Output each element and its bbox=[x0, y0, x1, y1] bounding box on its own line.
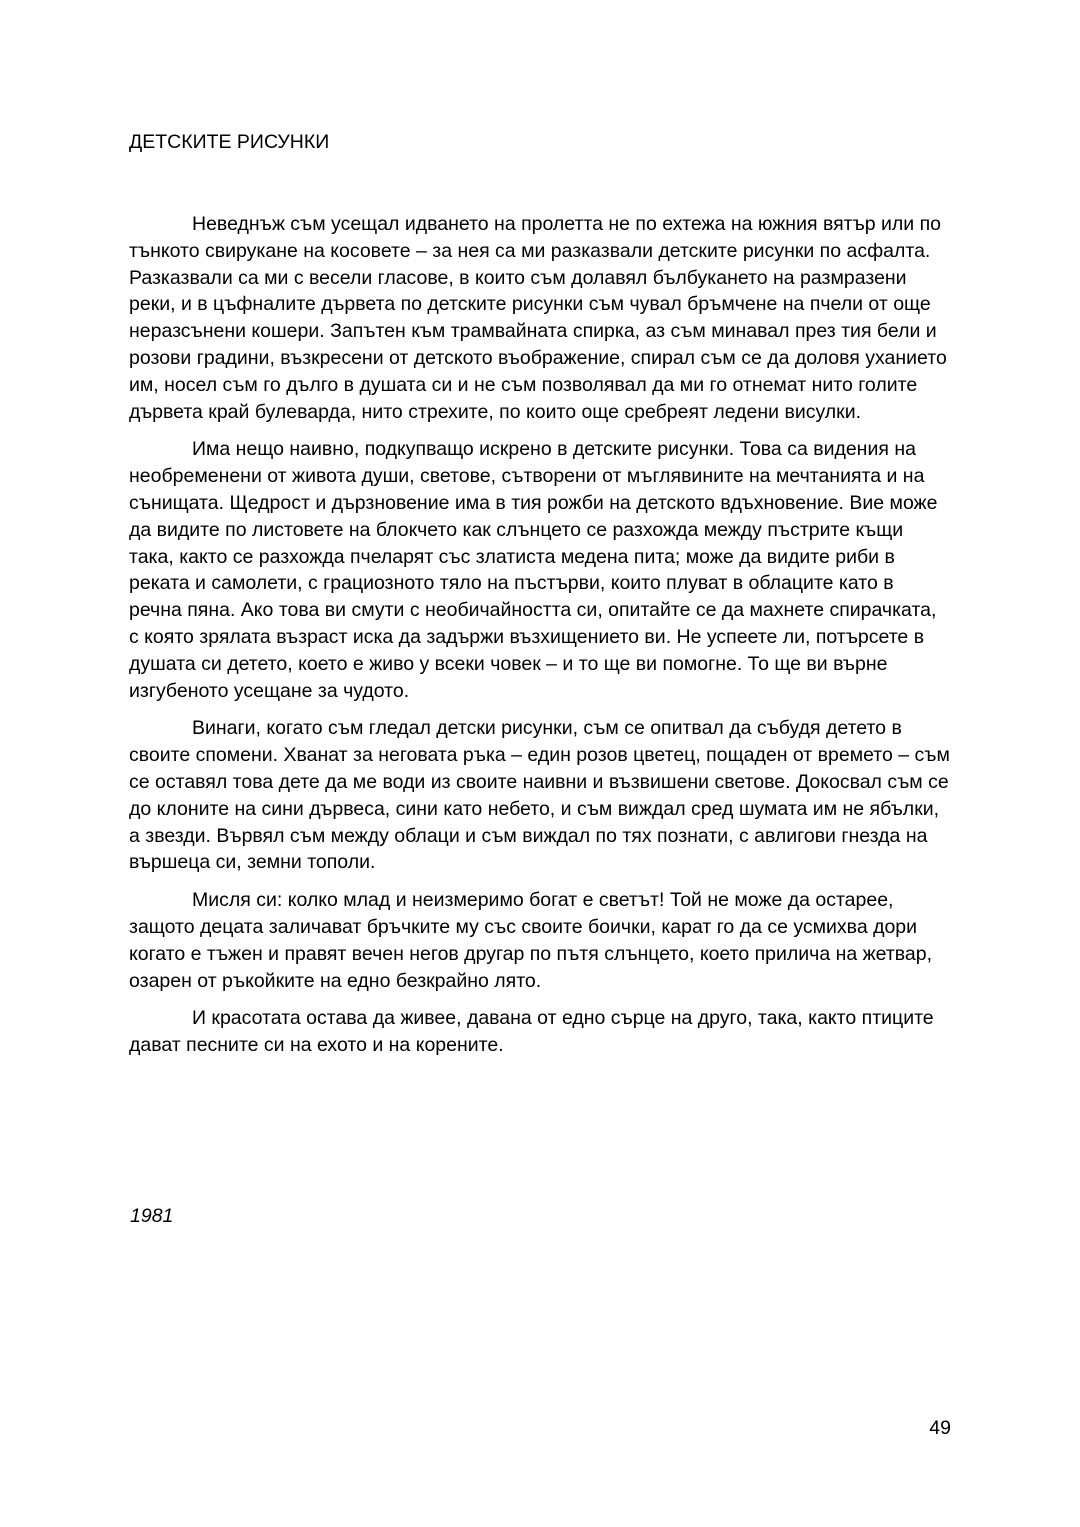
paragraph-2: Има нещо наивно, подкупващо искрено в детските рисунки. Това са видения на необременени от живота души, светове, сътворени от мъглявините на мечтанията и на сънищата. Щедрост и дързновение има в тия рожби на детското вдъхновение. Вие може да видите по листовете на блокчето как слънцето се разхожда между пъстрите къщи така, както се разхожда пчеларят със златиста медена пита; може да видите риби в реката и самолети, с грациозното тяло на пъстърви, които плуват в облаците като в речна пяна. Ако това ви смути с необичайността си, опитайте се да махнете спирачката, с която зрялата възраст иска да задържи възхищението ви. Не успеете ли, потърсете в душата си детето, което е живо у всеки човек – и то ще ви помогне. То ще ви върне изгубеното усещане за чудото. bbox=[129, 438, 938, 702]
page-title: ДЕТСКИТЕ РИСУНКИ bbox=[129, 131, 330, 153]
paragraph-5: И красотата остава да живее, давана от едно сърце на друго, така, както птиците дават песните си на ехото и на корените. bbox=[129, 1007, 934, 1057]
body-text bbox=[129, 211, 951, 1070]
paragraph-4: Мисля си: колко млад и неизмеримо богат е светът! Той не може да остарее, защото децата заличават бръчките му със своите боички, карат го да се усмихва дори когато е тъжен и правят вечен негов другар по пътя слънцето, което прилича на жетвар, озарен от ръкойките на едно безкрайно лято. bbox=[129, 889, 933, 992]
year: 1981 bbox=[130, 1205, 174, 1227]
paragraph-1: Неведнъж съм усещал идването на пролетта не по ехтежа на южния вятър или по тънкото свирукане на косовете – за нея са ми разказвали детските рисунки по асфалта. Разказвали са ми с весели гласове, в които съм долавял бълбукането на размразени реки, и в цъфналите дървета по детските рисунки съм чувал бръмчене на пчели от още неразсънени кошери. Запътен към трамвайната спирка, аз съм минавал през тия бели и розови градини, възкресени от детското въображение, спирал съм се да доловя уханието им, носел съм го дълго в душата си и не съм позволявал да ми го отнемат нито голите дървета край булеварда, нито стрехите, по които още сребреят ледени висулки. bbox=[129, 213, 947, 423]
paragraph-3: Винаги, когато съм гледал детски рисунки, съм се опитвал да събудя детето в своите спомени. Хванат за неговата ръка – един розов цветец, пощаден от времето – съм се оставял това дете да ме води из своите наивни и възвишени светове. Докосвал съм се до клоните на сини дървеса, сини като небето, и съм виждал сред шумата им не ябълки, а звезди. Вървял съм между облаци и съм виждал по тях познати, с авлигови гнезда на вършеца си, земни тополи. bbox=[129, 717, 950, 874]
page-number: 49 bbox=[929, 1417, 951, 1439]
